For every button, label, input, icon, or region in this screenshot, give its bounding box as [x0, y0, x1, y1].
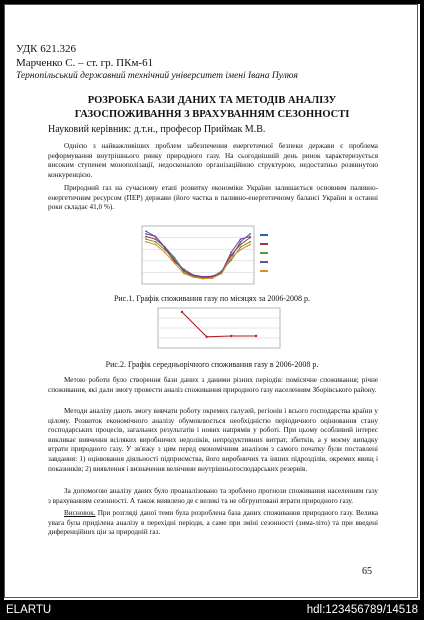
university-name: Тернопільський державний технічний університет імені Івана Пулюя — [16, 71, 298, 81]
legend-swatch-1 — [260, 234, 268, 236]
conclusion-text: При розгляді даної теми була розроблена база даних споживання природного газу. Велика увага була приділена аналізу в перехідні періоди, а саме при зміні сезонності (зима-літо) та при введені диференційних цін за природній газ. — [48, 509, 378, 537]
data-point — [183, 268, 185, 270]
udc-code: УДК 621.326 — [16, 43, 77, 55]
data-point — [183, 273, 185, 275]
data-point — [249, 236, 251, 238]
figure-2-caption: Рис.2. Графік середньорічного споживання газу в 2006-2008 р. — [105, 360, 319, 369]
conclusion-label: Висновок. — [64, 509, 96, 517]
data-point — [164, 247, 166, 249]
page-number: 65 — [362, 566, 372, 577]
data-point — [145, 236, 147, 238]
legend-swatch-5 — [260, 270, 268, 272]
data-point — [155, 244, 157, 246]
paper-title-line2: ГАЗОСПОЖИВАННЯ З ВРАХУВАННЯМ СЕЗОННОСТІ — [74, 109, 350, 120]
data-point — [145, 230, 147, 232]
figure-1-caption: Рис.1. Графік споживання газу по місяцях за 2006-2008 р. — [113, 294, 311, 303]
data-point — [145, 233, 147, 235]
supervisor-line: Науковий керівник: д.т.н., професор Приймак М.В. — [48, 124, 266, 135]
data-point — [173, 262, 175, 264]
legend-swatch-3 — [260, 252, 268, 254]
data-point — [240, 241, 242, 243]
data-point — [211, 275, 213, 277]
data-point — [155, 236, 157, 238]
author-line: Марченко С. – ст. гр. ПКм-61 — [16, 57, 154, 69]
footer-handle-link[interactable]: hdl:123456789/14518 — [306, 604, 418, 616]
paper-title-line1: РОЗРОБКА БАЗИ ДАНИХ ТА МЕТОДІВ АНАЛІЗУ — [87, 95, 337, 106]
data-point — [240, 244, 242, 246]
data-point — [145, 238, 147, 240]
data-point — [145, 241, 147, 243]
paragraph-gas-resource: Природний газ на сучасному етапі розвитку економіки України залишається основним паливно-енергетичним ресурсом (ПЕР) держави (його частка в паливно-енергетичному балансі України в останні роки складає 41,0 %). — [48, 184, 378, 212]
data-point — [205, 336, 207, 338]
data-point — [173, 258, 175, 260]
legend-swatch-4 — [260, 261, 268, 263]
paragraph-analysis: За допомогою аналізу даних було проаналізовано та зроблено прогнози споживання населенням газу з врахуванням сезонності. А також виявлено де є великі та не обгрунтовані втрати природного газу. — [48, 487, 378, 505]
data-point — [192, 274, 194, 276]
data-point — [202, 278, 204, 280]
data-point — [202, 276, 204, 278]
archive-footer-bar — [0, 600, 424, 620]
data-point — [249, 241, 251, 243]
data-point — [240, 246, 242, 248]
data-point — [230, 251, 232, 253]
monthly-consumption-chart — [128, 222, 284, 292]
data-point — [230, 257, 232, 259]
data-point — [240, 238, 242, 240]
data-point — [155, 238, 157, 240]
data-point — [155, 241, 157, 243]
data-point — [230, 335, 232, 337]
paragraph-intro: Однією з найважливіших проблем забезпечення енергетичної безпеки держави є проблема реформування внутрішнього ринку природного газу. На сьогоднішній день ринок характеризується високим ступенем монополізації, недосконалою організаційною структурою, недостатньо розвинутою конкуренцією. — [48, 142, 378, 179]
legend-swatch-2 — [260, 243, 268, 245]
data-point — [192, 276, 194, 278]
data-point — [181, 311, 183, 313]
paragraph-conclusion — [48, 509, 378, 538]
footer-repository-name: ELARTU — [6, 604, 52, 616]
data-point — [164, 251, 166, 253]
data-point — [255, 335, 257, 337]
annual-consumption-chart — [146, 304, 296, 356]
paragraph-methods: Методи аналізу дають змогу вивчати роботу окремих галузей, регіонів і всього господарства країни у цілому. Розвиток економічного аналізу обумовлюється необхідністю періодичного оцінювання стану господарських процесів, загальних результатів і нових напрямів у роботі. При цьому особливий інтерес викликає вивчення всіляких виробничих недоліків, непродуктивних витрат, збитків, а у моєму випадку втрати природного газу. У зв'язку з цим перед економічним аналізом з самого початку були поставлені завдання: 1) оцінювання діяльності підприємства, його виробничих та інших підрозділів, окремих явищ і показників; 2) виявлення і визначення величини внутрішньогосподарських резервів. — [48, 407, 378, 473]
paragraph-goal: Метою роботи було створення бази даних з даними різних періодів: помісячне споживання; річне споживання, які дали змогу провести аналіз споживання природного газу населенням Зборівського району. — [48, 376, 378, 394]
data-point — [249, 233, 251, 235]
data-point — [221, 273, 223, 275]
data-point — [211, 277, 213, 279]
data-point — [249, 244, 251, 246]
data-point — [240, 249, 242, 251]
